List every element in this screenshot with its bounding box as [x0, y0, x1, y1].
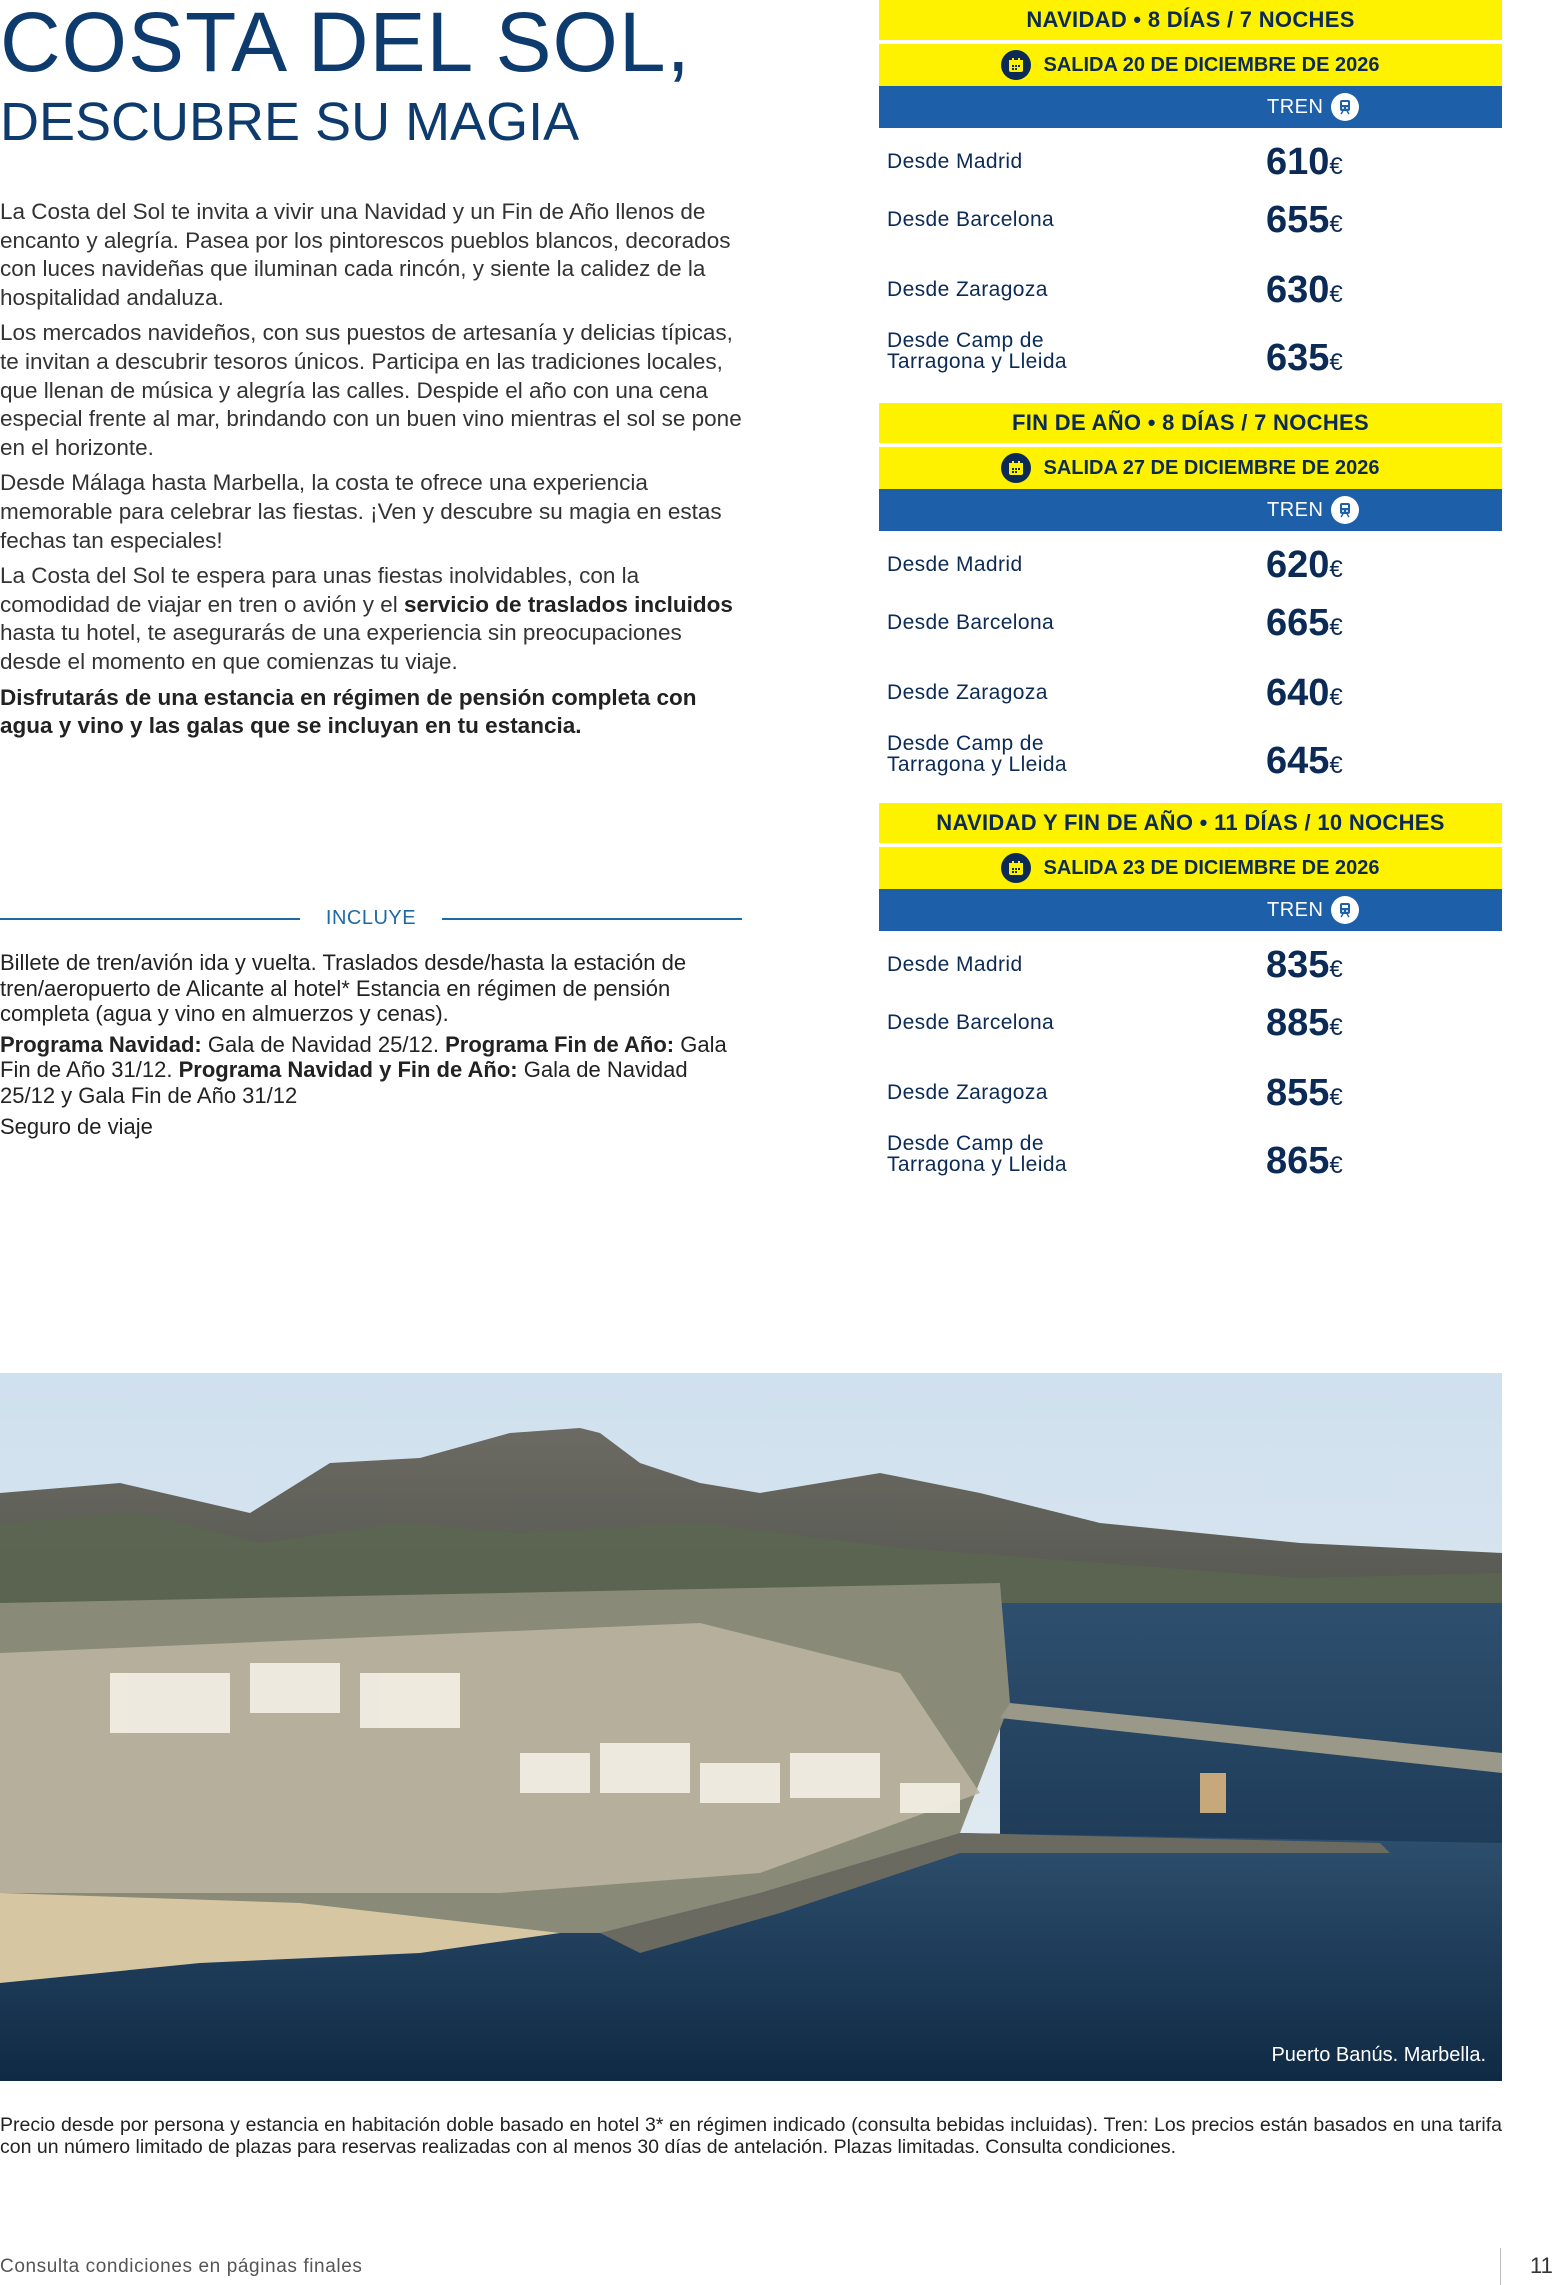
package-title: NAVIDAD • 8 DÍAS / 7 NOCHES — [879, 0, 1502, 40]
currency-symbol: € — [1329, 1014, 1343, 1041]
currency-symbol: € — [1329, 1152, 1343, 1179]
currency-symbol: € — [1329, 1084, 1343, 1111]
origin-city: Desde Camp de Tarragona y Lleida — [887, 732, 1067, 776]
transport-bar — [879, 86, 1502, 128]
includes-divider-right — [442, 918, 742, 920]
currency-symbol: € — [1329, 153, 1343, 180]
origin-city: Desde Barcelona — [887, 1011, 1055, 1034]
package-title: NAVIDAD Y FIN DE AÑO • 11 DÍAS / 10 NOCHES — [879, 803, 1502, 843]
price-table-2 — [879, 403, 1502, 801]
price-amount: 630 — [1266, 269, 1330, 311]
intro-paragraph-3: Desde Málaga hasta Marbella, la costa te ofrece una experiencia memorable para celebrar las fiestas. ¡Ven y descubre su magia en estas fechas tan especiales! — [0, 470, 722, 553]
calendar-icon — [1001, 853, 1031, 883]
price-amount: 635 — [1266, 337, 1330, 379]
intro-paragraph-4: La Costa del Sol te espera para unas fiestas inolvidables, con la comodidad de viajar en tren o avión y el servicio de traslados incluidos hasta tu hotel, te asegurarás de una experiencia sin preocupaciones desde el momento en que comienzas tu viaje. — [0, 563, 733, 674]
price-rows — [879, 128, 1502, 398]
price-amount: 835 — [1266, 944, 1330, 986]
price-amount: 665 — [1266, 602, 1330, 644]
departure-date: SALIDA 27 DE DICIEMBRE DE 2026 — [1043, 456, 1380, 479]
currency-symbol: € — [1329, 556, 1343, 583]
price-value — [1266, 338, 1343, 383]
includes-list — [0, 950, 745, 1144]
price-value — [1266, 673, 1343, 718]
price-value — [1266, 1073, 1343, 1118]
origin-city: Desde Zaragoza — [887, 681, 1048, 704]
train-icon — [1331, 93, 1359, 121]
transport-label: TREN — [1267, 95, 1324, 118]
price-amount: 865 — [1266, 1140, 1330, 1182]
price-value — [1266, 270, 1343, 315]
photo-illustration — [0, 1373, 1502, 2081]
price-rows — [879, 531, 1502, 801]
transport-bar — [879, 489, 1502, 531]
footer-divider — [1500, 2248, 1501, 2285]
price-value — [1266, 741, 1343, 786]
currency-symbol: € — [1329, 684, 1343, 711]
price-amount: 640 — [1266, 672, 1330, 714]
currency-symbol: € — [1329, 752, 1343, 779]
transport-label: TREN — [1267, 498, 1324, 521]
page-number: 11 — [1530, 2253, 1553, 2278]
calendar-icon — [1001, 50, 1031, 80]
includes-item-1: Billete de tren/avión ida y vuelta. Traslados desde/hasta la estación de tren/aeropuerto de Alicante al hotel* Estancia en régimen de pensión completa (agua y vino en almuerzos y cenas). — [0, 950, 687, 1027]
currency-symbol: € — [1329, 956, 1343, 983]
origin-city: Desde Camp de Tarragona y Lleida — [887, 329, 1067, 373]
page-title: COSTA DEL SOL, — [0, 0, 691, 89]
price-value — [1266, 945, 1343, 990]
price-value — [1266, 603, 1343, 648]
departure-date-bar — [879, 447, 1502, 489]
price-table-3 — [879, 803, 1502, 1201]
price-value — [1266, 545, 1343, 590]
transport-bar — [879, 889, 1502, 931]
origin-city: Desde Camp de Tarragona y Lleida — [887, 1132, 1067, 1176]
intro-text — [0, 198, 745, 748]
price-amount: 655 — [1266, 199, 1330, 241]
origin-city: Desde Barcelona — [887, 208, 1055, 231]
includes-item-3: Seguro de viaje — [0, 1113, 153, 1139]
photo-caption: Puerto Banús. Marbella. — [1271, 2044, 1486, 2066]
currency-symbol: € — [1329, 211, 1343, 238]
price-amount: 855 — [1266, 1072, 1330, 1114]
origin-city: Desde Barcelona — [887, 611, 1055, 634]
origin-city: Desde Madrid — [887, 150, 1023, 173]
train-icon — [1331, 896, 1359, 924]
price-amount: 620 — [1266, 544, 1330, 586]
departure-date: SALIDA 20 DE DICIEMBRE DE 2026 — [1043, 53, 1380, 76]
price-value — [1266, 200, 1343, 245]
price-value — [1266, 142, 1343, 187]
price-value — [1266, 1141, 1343, 1186]
footer-note: Consulta condiciones en páginas finales — [0, 2256, 363, 2277]
currency-symbol: € — [1329, 349, 1343, 376]
train-icon — [1331, 496, 1359, 524]
intro-paragraph-1: La Costa del Sol te invita a vivir una Navidad y un Fin de Año llenos de encanto y alegría. Pasea por los pintorescos pueblos blancos, decorados con luces navideñas que iluminan cada rincón, y siente la calidez de la hospitalidad andaluza. — [0, 199, 731, 310]
calendar-icon — [1001, 453, 1031, 483]
photo-puerto-banus — [0, 1373, 1502, 2081]
price-amount: 885 — [1266, 1002, 1330, 1044]
package-title: FIN DE AÑO • 8 DÍAS / 7 NOCHES — [879, 403, 1502, 443]
price-amount: 610 — [1266, 141, 1330, 183]
departure-date-bar — [879, 847, 1502, 889]
origin-city: Desde Madrid — [887, 553, 1023, 576]
includes-item-2: Programa Navidad: Gala de Navidad 25/12. Programa Fin de Año: Gala Fin de Año 31/12. Programa Navidad y Fin de Año: Gala de Navidad 25/12 y Gala Fin de Año 31/12 — [0, 1031, 727, 1108]
departure-date: SALIDA 23 DE DICIEMBRE DE 2026 — [1043, 856, 1380, 879]
price-rows — [879, 931, 1502, 1201]
origin-city: Desde Madrid — [887, 953, 1023, 976]
price-footnote: Precio desde por persona y estancia en habitación doble basado en hotel 3* en régimen indicado (consulta bebidas incluidas). Tren: Los precios están basados en una tarifa con un número limitado de plazas para reservas realizadas con al menos 30 días de antelación. Plazas limitadas. Consulta condiciones. — [0, 2114, 1502, 2158]
page-subtitle: DESCUBRE SU MAGIA — [0, 92, 580, 152]
origin-city: Desde Zaragoza — [887, 278, 1048, 301]
currency-symbol: € — [1329, 281, 1343, 308]
intro-paragraph-5: Disfrutarás de una estancia en régimen de pensión completa con agua y vino y las galas que se incluyan en tu estancia. — [0, 684, 697, 739]
intro-paragraph-2: Los mercados navideños, con sus puestos de artesanía y delicias típicas, te invitan a descubrir tesoros únicos. Participa en las tradiciones locales, que llenan de música y alegría las calles. Despide el año con una cena especial frente al mar, brindando con un buen vino mientras el sol se pone en el horizonte. — [0, 320, 742, 460]
price-value — [1266, 1003, 1343, 1048]
price-amount: 645 — [1266, 740, 1330, 782]
currency-symbol: € — [1329, 614, 1343, 641]
origin-city: Desde Zaragoza — [887, 1081, 1048, 1104]
includes-title: INCLUYE — [325, 907, 417, 929]
transport-label: TREN — [1267, 898, 1324, 921]
includes-divider-left — [0, 918, 300, 920]
price-table-1 — [879, 0, 1502, 398]
departure-date-bar — [879, 44, 1502, 86]
